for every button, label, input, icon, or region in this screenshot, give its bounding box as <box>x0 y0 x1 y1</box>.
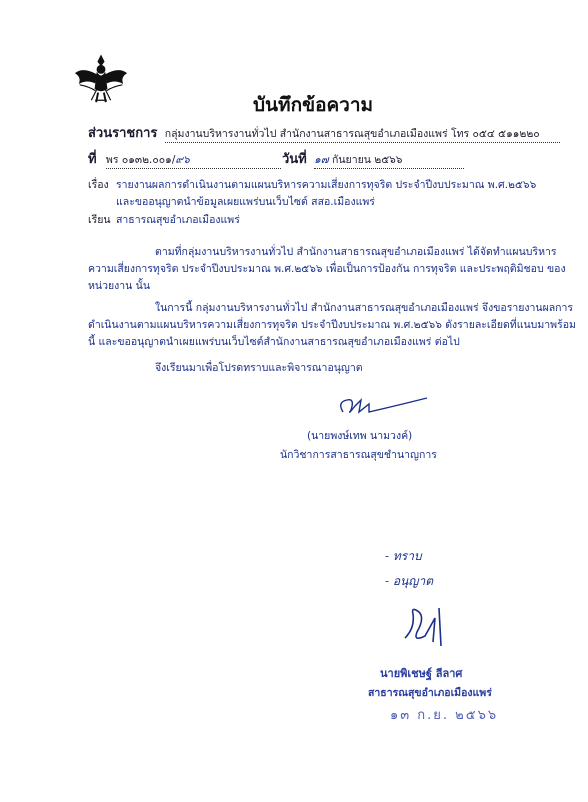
reference-row <box>88 148 281 169</box>
subject-line-1: รายงานผลการดำเนินงานตามแผนบริหารความเสี่ยงการทุจริต ประจำปีงบประมาณ พ.ศ.๒๕๖๖ <box>116 179 537 191</box>
reference-value: พร ๐๑๓๒.๐๐๑/ <box>105 154 176 166</box>
approver-stamp-position: สาธารณสุขอำเภอเมืองแพร่ <box>368 687 492 699</box>
approver-signature-mark <box>395 598 455 650</box>
to-label: เรียน <box>88 214 111 226</box>
department-value: กลุ่มงานบริหารงานทั่วไป สำนักงานสาธารณสุขอำเภอเมืองแพร่ โทร ๐๕๔ ๕๑๑๒๒๐ <box>165 125 560 143</box>
paragraph-1-line-1: ตามที่กลุ่มงานบริหารงานทั่วไป สำนักงานสาธารณสุขอำเภอเมืองแพร่ ได้จัดทำแผนบริหาร <box>155 246 557 258</box>
garuda-emblem-icon <box>72 50 130 108</box>
subject-line-2: และขออนุญาตนำข้อมูลเผยแพร่บนเว็บไซต์ สสอ.เมืองแพร่ <box>116 196 375 208</box>
signature-mark <box>335 392 435 422</box>
paragraph-2-line-2: ดำเนินงานตามแผนบริหารความเสี่ยงการทุจริต ประจำปีงบประมาณ พ.ศ.๒๕๖๖ ดังรายละเอียดที่แนบมาพร้อม <box>88 319 576 331</box>
signer-name: (นายพงษ์เทพ นามวงค์) <box>307 430 413 442</box>
date-value: กันยายน ๒๕๖๖ <box>332 154 403 166</box>
signer-position: นักวิชาการสาธารณสุขชำนาญการ <box>280 449 437 461</box>
paragraph-1-line-3: หน่วยงาน นั้น <box>88 280 151 292</box>
paragraph-2-line-1: ในการนี้ กลุ่มงานบริหารงานทั่วไป สำนักงานสาธารณสุขอำเภอเมืองแพร่ จึงขอรายงานผลการ <box>155 302 574 314</box>
paragraph-3: จึงเรียนมาเพื่อโปรดทราบและพิจารณาอนุญาต <box>155 362 363 374</box>
approver-stamp-name: นายพิเชษฐ์ ลีลาศ <box>380 667 463 680</box>
reference-label: ที่ <box>88 152 97 167</box>
approval-stamp-date: ๑๓ ก.ย. ๒๕๖๖ <box>390 708 499 723</box>
page-title: บันทึกข้อความ <box>253 94 374 116</box>
paragraph-1-line-2: ความเสี่ยงการทุจริต ประจำปีงบประมาณ พ.ศ.๒๕๖๖ เพื่อเป็นการป้องกัน การทุจริต และประพฤติมิชอบ ของ <box>88 263 566 275</box>
approval-note-permitted: - อนุญาต <box>385 574 434 588</box>
department-label: ส่วนราชการ <box>88 126 158 141</box>
date-row <box>282 148 464 169</box>
subject-label: เรื่อง <box>88 179 109 191</box>
date-label: วันที่ <box>282 152 307 167</box>
paragraph-2-line-3: นี้ และขออนุญาตนำเผยแพร่บนเว็บไซต์สำนักงานสาธารณสุขอำเภอเมืองแพร่ ต่อไป <box>88 336 460 348</box>
approval-note-acknowledged: - ทราบ <box>385 549 422 563</box>
department-row <box>88 122 560 143</box>
date-day-handwritten: ๑๗ <box>314 154 329 166</box>
to-value: สาธารณสุขอำเภอเมืองแพร่ <box>116 214 240 226</box>
reference-number-handwritten: ๙๖ <box>175 154 190 166</box>
